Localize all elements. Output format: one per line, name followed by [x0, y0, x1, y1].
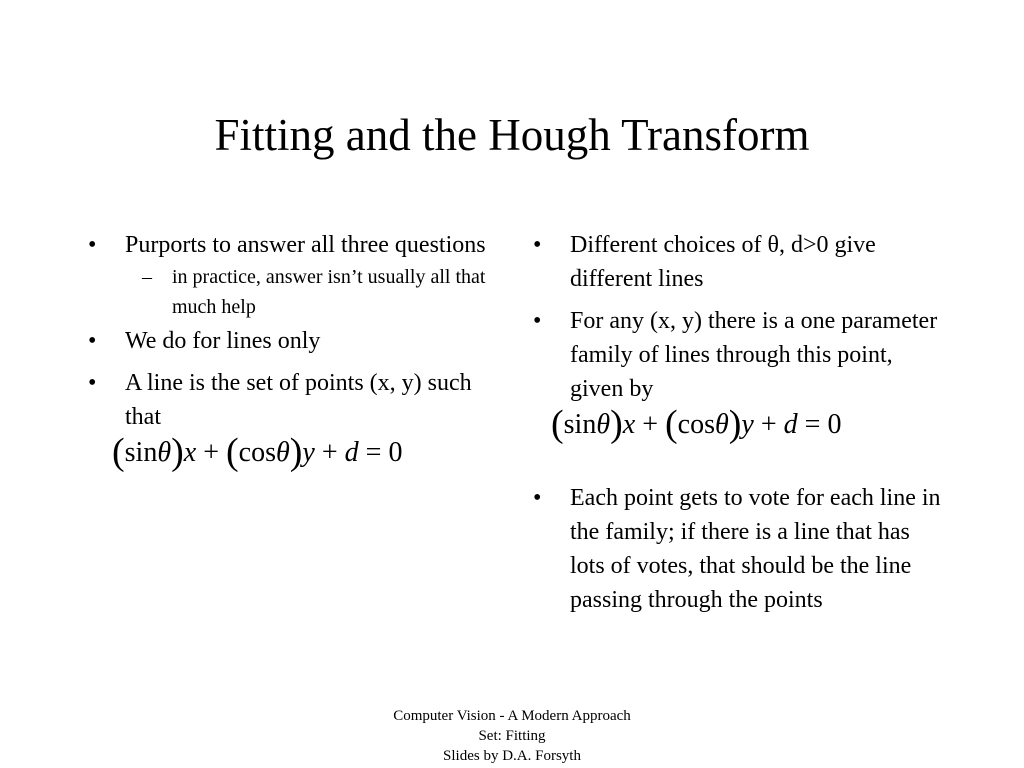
footer-line: Set: Fitting [478, 728, 546, 744]
bullet-icon: • [88, 328, 97, 354]
dash-icon: – [142, 266, 152, 288]
footer-line: Computer Vision - A Modern Approach [393, 708, 631, 724]
bullet-item [533, 481, 943, 617]
footer-line: Slides by D.A. Forsyth [443, 748, 581, 764]
bullet-text: Purports to answer all three questions [125, 232, 486, 258]
bullet-icon: • [88, 232, 97, 258]
bullet-icon: • [533, 485, 542, 511]
bullet-icon: • [88, 370, 97, 396]
bullet-text: We do for lines only [125, 328, 321, 354]
bullet-item [88, 228, 498, 262]
right-column [533, 228, 943, 617]
bullet-text: A line is the set of points (x, y) such that [125, 370, 472, 430]
bullet-text: Different choices of θ, d>0 give different lines [570, 232, 876, 292]
slide-footer [0, 706, 1024, 766]
bullet-text: For any (x, y) there is a one parameter family of lines through this point, given by [570, 308, 938, 402]
bullet-item [88, 366, 498, 434]
bullet-item [533, 228, 943, 296]
line-equation: (sinθ)x + (cosθ)y + d = 0 [551, 403, 842, 445]
slide-title: Fitting and the Hough Transform [214, 110, 810, 160]
sub-bullet-item [88, 262, 498, 322]
bullet-icon: • [533, 308, 542, 334]
left-column [88, 228, 498, 471]
bullet-icon: • [533, 232, 542, 258]
line-equation: (sinθ)x + (cosθ)y + d = 0 [112, 431, 403, 473]
bullet-item [533, 304, 943, 406]
bullet-text: Each point gets to vote for each line in the family; if there is a line that has lots of votes, that should be the line passing through the points [570, 485, 941, 613]
bullet-item [88, 324, 498, 358]
sub-bullet-text: in practice, answer isn’t usually all that much help [172, 266, 486, 318]
